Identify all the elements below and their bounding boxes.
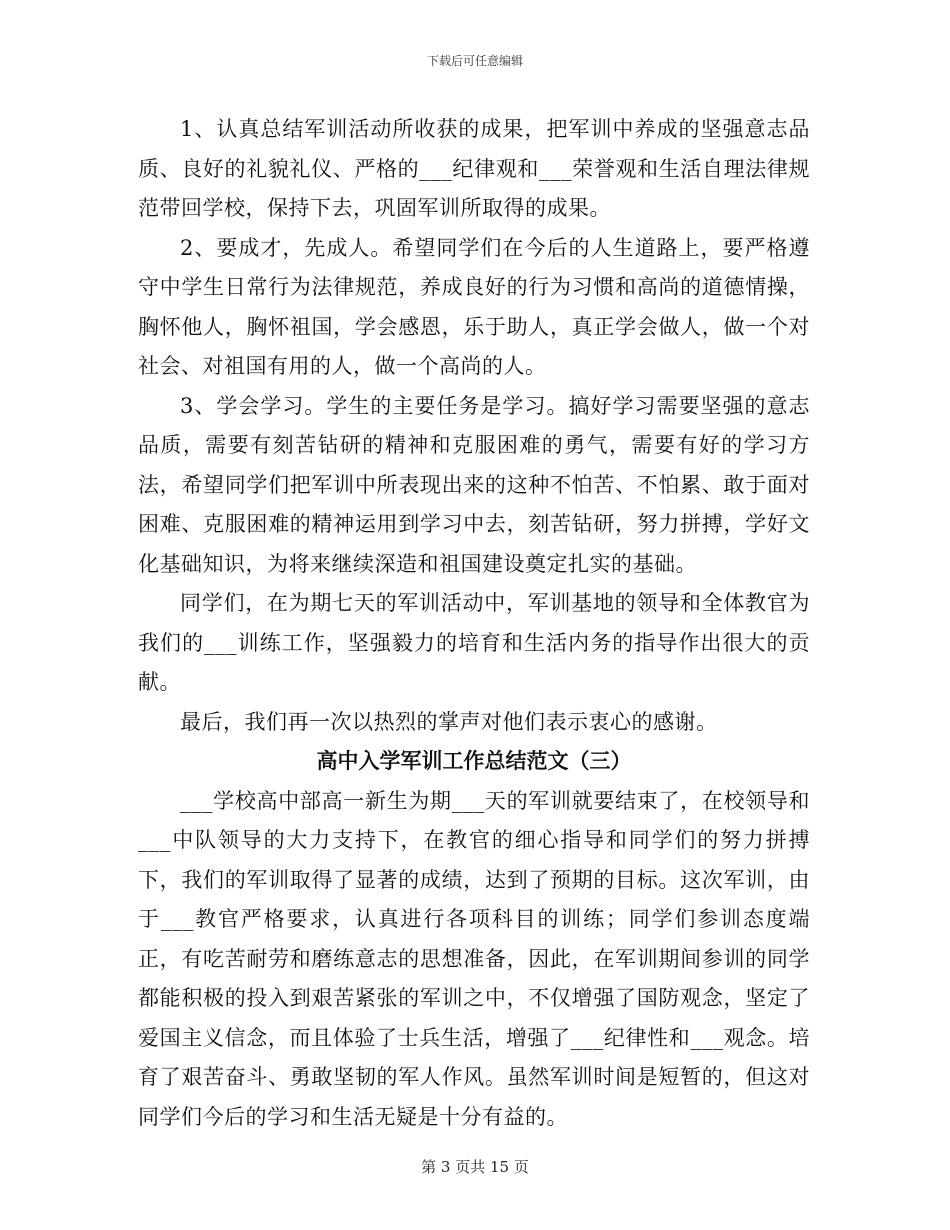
paragraph-1: 1、认真总结军训活动所收获的成果，把军训中养成的坚强意志品质、良好的礼貌礼仪、严格的___纪律观和___荣誉观和生活自理法律规范带回学校，保持下去，巩固军训所取得的成果。 [138,117,810,220]
paragraph-4: 同学们，在为期七天的军训活动中，军训基地的领导和全体教官为我们的___训练工作，坚强毅力的培育和生活内务的指导作出很大的贡献。 [138,591,810,694]
page-header-note: 下载后可任意编辑 [426,54,523,68]
document-body [138,110,810,1137]
section-paragraph-1: ___学校高中部高一新生为期___天的军训就要结束了，在校领导和___中队领导的大力支持下，在教官的细心指导和同学们的努力拼搏下，我们的军训取得了显著的成绩，达到了预期的目标。这次军训，由于___教官严格要求，认真进行各项科目的训练；同学们参训态度端正，有吃苦耐劳和磨练意志的思想准备，因此，在军训期间参训的同学都能积极的投入到艰苦紧张的军训之中，不仅增强了国防观念，坚定了爱国主义信念，而且体验了士兵生活，增强了___纪律性和___观念。培育了艰苦奋斗、勇敢坚韧的军人作风。虽然军训时间是短暂的，但这对同学们今后的学习和生活无疑是十分有益的。 [138,788,810,1129]
page-number-footer: 第 3 页共 15 页 [421,1158,529,1176]
paragraph-3: 3、学会学习。学生的主要任务是学习。搞好学习需要坚强的意志品质，需要有刻苦钻研的精神和克服困难的勇气，需要有好的学习方法，希望同学们把军训中所表现出来的这种不怕苦、不怕累、敢于面对困难、克服困难的精神运用到学习中去，刻苦钻研，努力拼搏，学好文化基础知识，为将来继续深造和祖国建设奠定扎实的基础。 [138,393,810,576]
paragraph-2: 2、要成才，先成人。希望同学们在今后的人生道路上，要严格遵守中学生日常行为法律规范，养成良好的行为习惯和高尚的道德情操，胸怀他人，胸怀祖国，学会感恩，乐于助人，真正学会做人，做一个对社会、对祖国有用的人，做一个高尚的人。 [138,235,810,378]
paragraph-5: 最后，我们再一次以热烈的掌声对他们表示衷心的感谢。 [180,709,718,734]
section-title: 高中入学军训工作总结范文（三） [316,749,632,773]
